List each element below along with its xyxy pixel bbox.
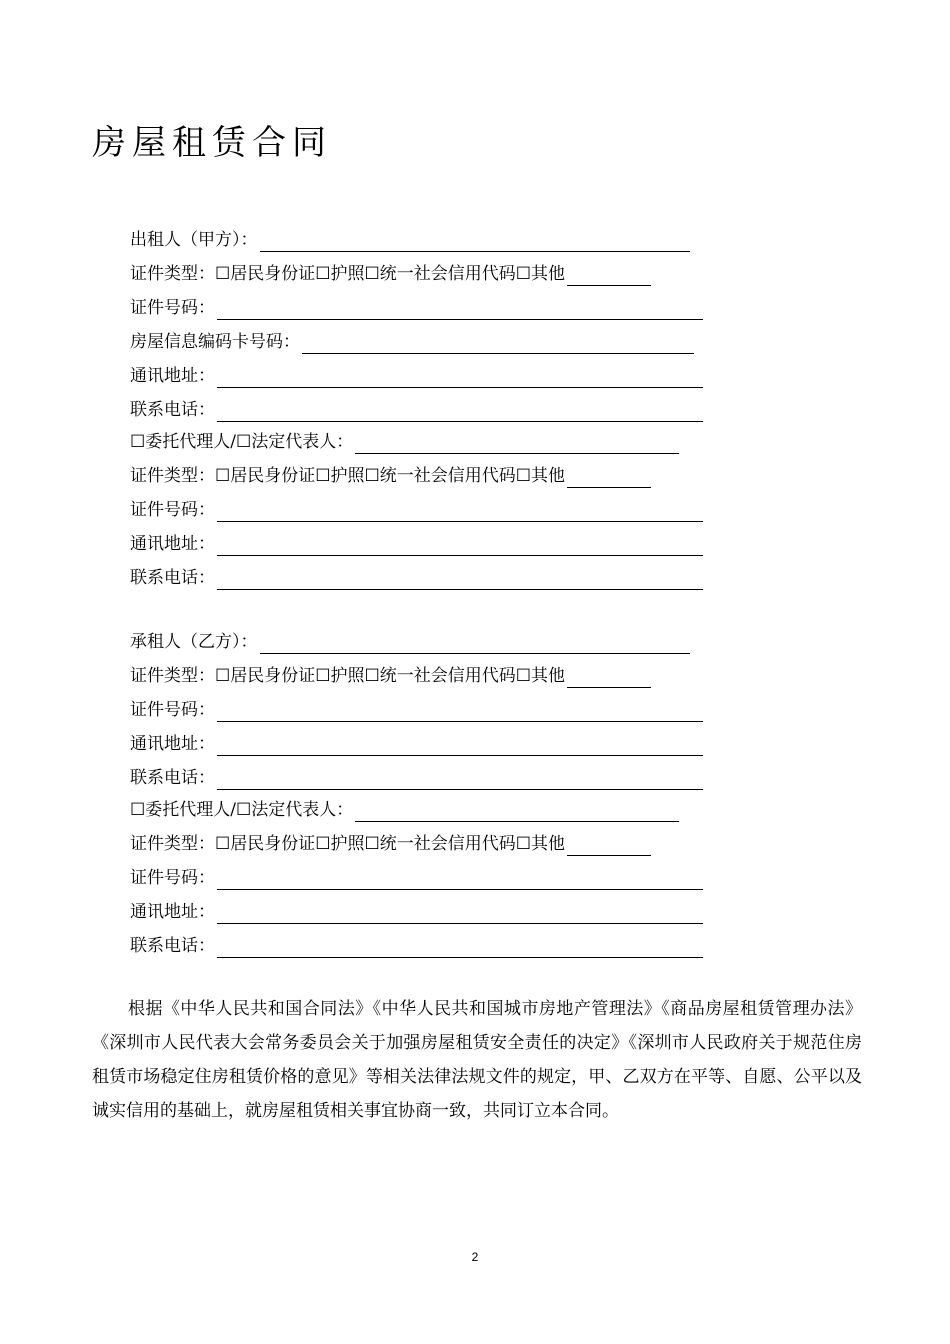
party-b-agent-id-number-field[interactable] [217,867,703,890]
party-a-agent-field[interactable] [355,431,679,454]
party-a-name-field[interactable] [260,229,690,252]
party-a-id-type-other-field[interactable] [567,263,651,286]
party-a-phone-label: 联系电话： [130,400,215,420]
party-b-agent-phone-row [130,928,703,958]
preamble-text: 根据《中华人民共和国合同法》《中华人民共和国城市房地产管理法》《商品房屋租赁管理办法》《深圳市人民代表大会常务委员会关于加强房屋租赁安全责任的决定》《深圳市人民政府关于规范住房租赁市场稳定住房租赁价格的意见》等相关法律法规文件的规定，甲、乙双方在平等、自愿、公平以及诚实信用的基础上，就房屋租赁相关事宜协商一致，共同订立本合同。 [92,999,862,1121]
party-b-id-type-other-field[interactable] [567,665,651,688]
party-b-id-number-row [130,692,703,722]
party-b-agent-id-type-row [130,826,651,856]
party-a-heading: 出租人（甲方）： [130,230,258,250]
party-b-id-number-field[interactable] [217,699,703,722]
party-a-id-type-label: 证件类型：☐居民身份证☐护照☐统一社会信用代码☐其他 [130,264,565,284]
party-b-heading: 承租人（乙方）： [130,632,258,652]
party-b-address-label: 通讯地址： [130,734,215,754]
party-b-id-type-label: 证件类型：☐居民身份证☐护照☐统一社会信用代码☐其他 [130,666,565,686]
party-b-agent-label: ☐委托代理人/☐法定代表人： [130,800,354,820]
party-a-agent-address-row [130,526,703,556]
party-a-agent-id-number-label: 证件号码： [130,500,215,520]
party-b-agent-id-type-other-field[interactable] [567,833,651,856]
party-a-agent-address-field[interactable] [217,533,703,556]
party-b-heading-row [130,624,690,654]
party-a-agent-row [130,424,679,454]
party-a-house-code-field[interactable] [302,331,694,354]
party-b-agent-id-number-row [130,860,703,890]
party-a-agent-label: ☐委托代理人/☐法定代表人： [130,432,354,452]
party-b-agent-row [130,792,679,822]
party-a-address-field[interactable] [217,365,703,388]
party-a-id-number-row [130,290,703,320]
party-a-phone-row [130,392,703,422]
preamble-paragraph [92,992,862,1128]
party-a-agent-id-type-row [130,458,651,488]
party-a-address-label: 通讯地址： [130,366,215,386]
page-number: 2 [471,1250,479,1264]
party-b-address-row [130,726,703,756]
party-b-phone-field[interactable] [217,767,703,790]
party-b-phone-row [130,760,703,790]
party-b-agent-field[interactable] [355,799,679,822]
party-a-agent-phone-field[interactable] [217,567,703,590]
party-b-agent-address-row [130,894,703,924]
party-b-id-number-label: 证件号码： [130,700,215,720]
party-b-agent-address-label: 通讯地址： [130,902,215,922]
party-a-id-type-row [130,256,651,286]
party-b-agent-phone-field[interactable] [217,935,703,958]
party-b-address-field[interactable] [217,733,703,756]
party-b-name-field[interactable] [260,631,690,654]
party-b-agent-id-number-label: 证件号码： [130,868,215,888]
party-a-agent-id-number-field[interactable] [217,499,703,522]
party-a-house-code-label: 房屋信息编码卡号码： [130,332,300,352]
party-b-agent-address-field[interactable] [217,901,703,924]
party-b-agent-id-type-label: 证件类型：☐居民身份证☐护照☐统一社会信用代码☐其他 [130,834,565,854]
party-a-agent-id-number-row [130,492,703,522]
party-b-id-type-row [130,658,651,688]
party-b-agent-phone-label: 联系电话： [130,936,215,956]
party-a-agent-phone-row [130,560,703,590]
party-a-agent-address-label: 通讯地址： [130,534,215,554]
party-a-house-code-row [130,324,694,354]
party-a-id-number-label: 证件号码： [130,298,215,318]
party-b-phone-label: 联系电话： [130,768,215,788]
party-a-address-row [130,358,703,388]
party-a-heading-row [130,222,690,252]
party-a-id-number-field[interactable] [217,297,703,320]
page-title: 房屋租赁合同 [92,123,332,163]
party-a-agent-id-type-other-field[interactable] [567,465,651,488]
party-a-agent-phone-label: 联系电话： [130,568,215,588]
party-a-agent-id-type-label: 证件类型：☐居民身份证☐护照☐统一社会信用代码☐其他 [130,466,565,486]
party-a-phone-field[interactable] [217,399,703,422]
